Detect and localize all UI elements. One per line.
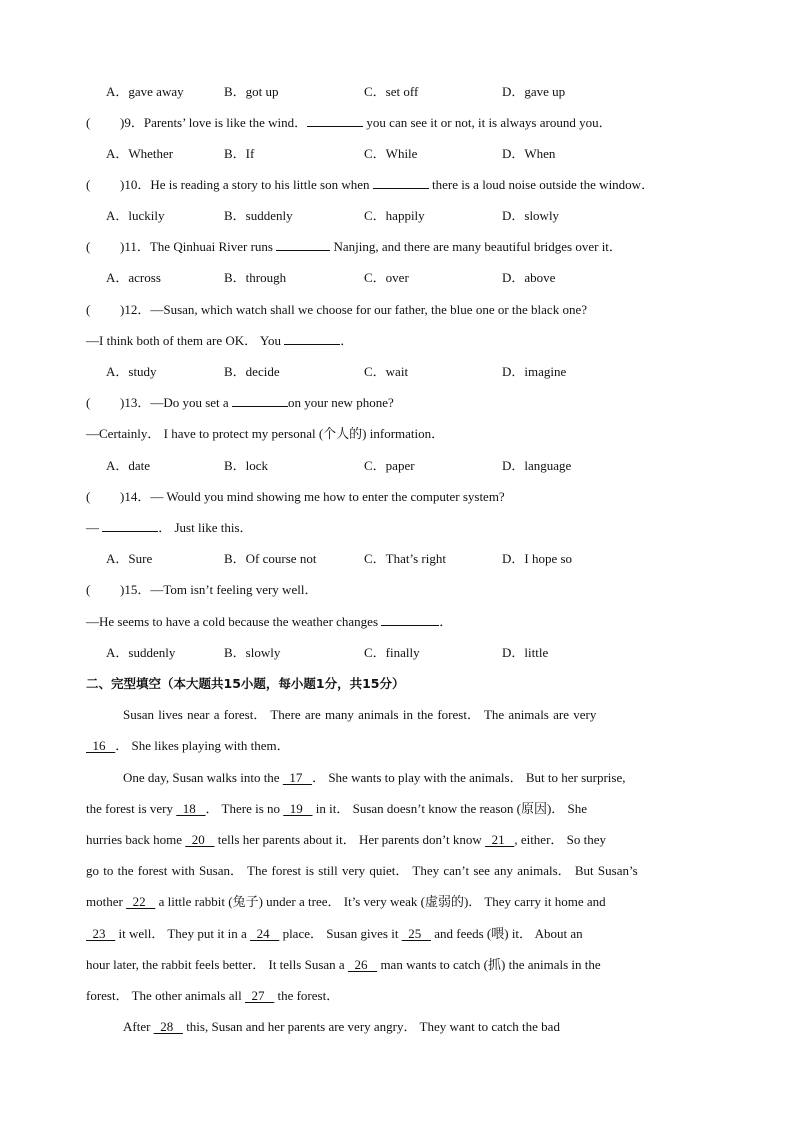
passage-text: hour later, the rabbit feels better． It tells Susan a	[86, 957, 348, 972]
passage-line	[86, 737, 290, 755]
answer-blank[interactable]	[284, 332, 340, 345]
passage-text: tells her parents about it． Her parents don’t know	[214, 832, 486, 847]
answer-option: A．Sure	[106, 551, 153, 566]
cloze-blank[interactable]: 28	[153, 1019, 183, 1034]
answer-blank[interactable]	[102, 519, 158, 532]
cloze-blank[interactable]: 16	[86, 738, 116, 753]
question-text: —Do you set a	[150, 395, 232, 410]
passage-text: ． There is no	[205, 801, 284, 816]
question-text: —I think both of them are OK． You	[86, 333, 285, 348]
answer-option: B．got up	[224, 84, 279, 99]
question-line	[86, 114, 612, 132]
answer-option: A．across	[106, 270, 161, 285]
passage-text: and feeds (喂) it． About an	[430, 926, 583, 941]
passage-text: ． She likes playing with them．	[115, 738, 290, 753]
answer-bracket[interactable]: (	[86, 302, 91, 317]
passage-text: man wants to catch (抓) the animals in the	[377, 957, 601, 972]
passage-text: place． Susan gives it	[279, 926, 402, 941]
question-text: Parents’ love is like the wind．	[143, 115, 308, 130]
answer-option: D．language	[502, 458, 572, 473]
question-number: )15．	[120, 582, 151, 597]
passage-text: it well． They put it in a	[115, 926, 251, 941]
question-text: —Certainly． I have to protect my personal (个人的) information．	[86, 426, 445, 441]
cloze-blank[interactable]: 27	[244, 988, 275, 1003]
question-text: on your new phone?	[287, 395, 394, 410]
answer-option: C．wait	[364, 364, 409, 379]
answer-option: C．finally	[364, 645, 420, 660]
dialogue-line	[86, 332, 353, 350]
answer-blank[interactable]	[276, 238, 330, 251]
answer-option: A．Whether	[106, 146, 174, 161]
passage-line	[123, 769, 625, 787]
answer-option: D．When	[502, 146, 556, 161]
dialogue-line	[86, 519, 253, 537]
question-text: ． Just like this．	[158, 520, 253, 535]
question-text: ．	[439, 614, 453, 629]
passage-line	[86, 925, 583, 943]
answer-option: A．suddenly	[106, 645, 176, 660]
cloze-blank[interactable]: 17	[282, 770, 313, 785]
question-text: —Susan, which watch shall we choose for our father, the blue one or the black one?	[150, 302, 587, 317]
question-text: —	[86, 520, 103, 535]
question-number: )14．	[120, 489, 151, 504]
passage-text: this, Susan and her parents are very angry． They want to catch the bad	[182, 1019, 560, 1034]
answer-option: B．slowly	[224, 645, 281, 660]
answer-option: A．date	[106, 458, 151, 473]
question-line	[86, 301, 587, 319]
answer-option: C．over	[364, 270, 409, 285]
answer-bracket[interactable]: (	[86, 239, 91, 254]
dialogue-line	[86, 425, 444, 443]
passage-line: go to the forest with Susan． The forest is still very quiet． They can’t see any animals． But Susan’s	[86, 863, 638, 878]
cloze-blank[interactable]: 24	[250, 926, 280, 941]
question-line	[86, 238, 622, 256]
question-text: — Would you mind showing me how to enter the computer system?	[150, 489, 505, 504]
question-line	[86, 176, 654, 194]
answer-option: B．decide	[224, 364, 280, 379]
answer-option: B．Of course not	[224, 551, 317, 566]
passage-line	[86, 956, 601, 974]
answer-option: B．If	[224, 146, 255, 161]
answer-bracket[interactable]: (	[86, 115, 91, 130]
passage-line	[86, 987, 339, 1005]
passage-text: in it． Susan doesn’t know the reason (原因)． She	[312, 801, 588, 816]
answer-option: D．above	[502, 270, 556, 285]
section-title: 二、完型填空（本大题共15小题，每小题1分，共15分）	[86, 676, 405, 691]
passage-line	[86, 831, 606, 849]
question-text: you can see it or not, it is always around you．	[363, 115, 612, 130]
answer-blank[interactable]	[373, 176, 429, 189]
question-text: The Qinhuai River runs	[149, 239, 277, 254]
cloze-blank[interactable]: 23	[86, 926, 116, 941]
question-line	[86, 488, 505, 506]
answer-bracket[interactable]: (	[86, 582, 91, 597]
answer-option: C．happily	[364, 208, 425, 223]
question-number: )12．	[120, 302, 151, 317]
answer-option: D．little	[502, 645, 549, 660]
answer-blank[interactable]	[307, 114, 363, 127]
answer-bracket[interactable]: (	[86, 489, 91, 504]
cloze-blank[interactable]: 19	[283, 801, 313, 816]
answer-option: B．lock	[224, 458, 269, 473]
passage-text: One day, Susan walks into the	[123, 770, 283, 785]
answer-option: C．While	[364, 146, 418, 161]
passage-text: the forest．	[274, 988, 340, 1003]
answer-option: D．slowly	[502, 208, 560, 223]
question-number: )10．	[120, 177, 151, 192]
passage-text: hurries back home	[86, 832, 186, 847]
cloze-blank[interactable]: 25	[401, 926, 431, 941]
cloze-blank[interactable]: 20	[185, 832, 215, 847]
question-text: —Tom isn’t feeling very well．	[150, 582, 318, 597]
cloze-blank[interactable]: 21	[485, 832, 515, 847]
question-number: )13．	[120, 395, 151, 410]
question-text: —He seems to have a cold because the weather changes	[86, 614, 382, 629]
question-text: He is reading a story to his little son when	[150, 177, 373, 192]
question-number: )9．	[120, 115, 144, 130]
answer-blank[interactable]	[381, 613, 439, 626]
answer-option: A．luckily	[106, 208, 165, 223]
question-line	[86, 581, 317, 599]
cloze-blank[interactable]: 18	[176, 801, 206, 816]
cloze-blank[interactable]: 22	[126, 894, 156, 909]
passage-text: ． She wants to play with the animals． But to her surprise,	[312, 770, 626, 785]
answer-option: A．gave away	[106, 84, 184, 99]
question-text: Nanjing, and there are many beautiful bridges over it．	[330, 239, 622, 254]
passage-text: , either． So they	[514, 832, 607, 847]
question-number: )11．	[120, 239, 150, 254]
passage-line	[86, 893, 606, 911]
question-text: there is a loud noise outside the window．	[428, 177, 655, 192]
passage-text: the forest is very	[86, 801, 177, 816]
passage-text: mother	[86, 894, 127, 909]
passage-text: forest． The other animals all	[86, 988, 245, 1003]
answer-bracket[interactable]: (	[86, 395, 91, 410]
passage-line	[86, 800, 587, 818]
answer-option: B．suddenly	[224, 208, 293, 223]
passage-line: Susan lives near a forest． There are many animals in the forest． The animals are very	[123, 707, 597, 722]
answer-bracket[interactable]: (	[86, 177, 91, 192]
answer-option: C．paper	[364, 458, 415, 473]
answer-option: D．I hope so	[502, 551, 573, 566]
answer-option: C．That’s right	[364, 551, 446, 566]
passage-text: a little rabbit (兔子) under a tree． It’s very weak (虚弱的)． They carry it home and	[155, 894, 606, 909]
answer-blank[interactable]	[232, 394, 288, 407]
answer-option: D．gave up	[502, 84, 566, 99]
dialogue-line	[86, 613, 452, 631]
cloze-blank[interactable]: 26	[347, 957, 378, 972]
passage-text: After	[123, 1019, 154, 1034]
passage-line	[123, 1018, 560, 1036]
answer-option: C．set off	[364, 84, 419, 99]
question-line	[86, 394, 394, 412]
answer-option: D．imagine	[502, 364, 567, 379]
question-text: ．	[340, 333, 354, 348]
answer-option: B．through	[224, 270, 287, 285]
answer-option: A．study	[106, 364, 157, 379]
